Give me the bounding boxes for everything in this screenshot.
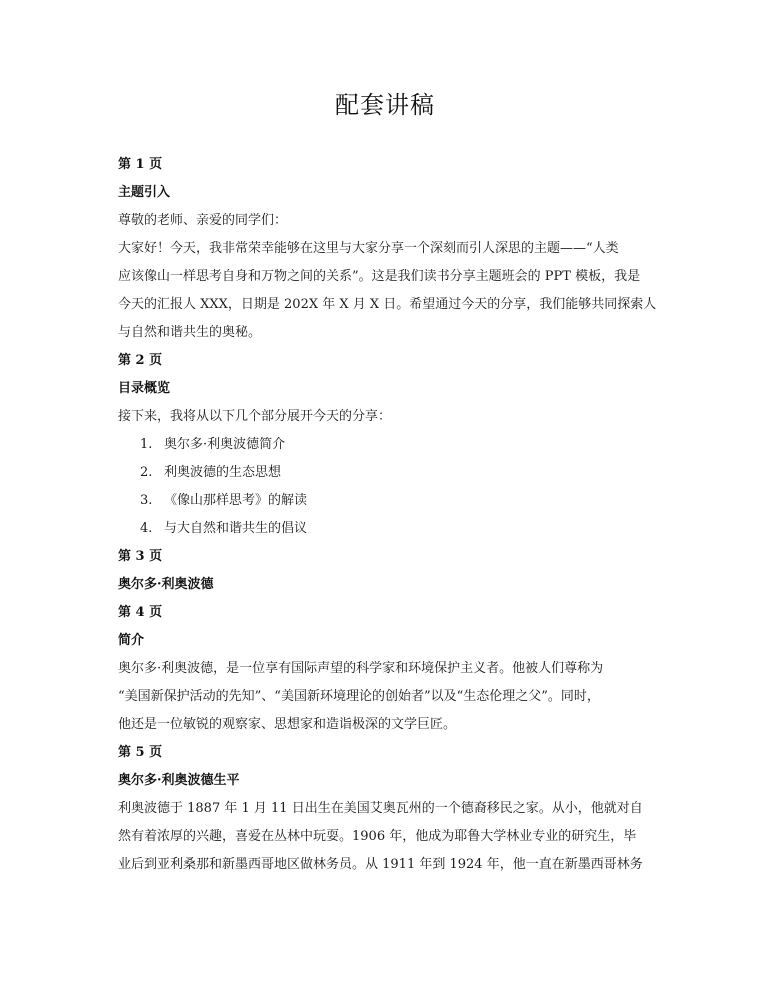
toc-list-item: [118, 487, 658, 515]
page-1-greeting: 尊敬的老师、亲爱的同学们：: [118, 213, 288, 228]
page-5-line: 然有着浓厚的兴趣，喜爱在丛林中玩耍。1906 年，他成为耶鲁大学林业专业的研究生，毕: [118, 829, 637, 844]
page-1-line: 与自然和谐共生的奥秘。: [118, 325, 262, 340]
page-5-label: 第 5 页: [118, 745, 163, 760]
toc-item-text: 与大自然和谐共生的倡议: [164, 521, 308, 536]
toc-item-number: 4.: [140, 521, 153, 536]
page-4-line: 奥尔多·利奥波德，是一位享有国际声望的科学家和环境保护主义者。他被人们尊称为: [118, 661, 604, 676]
page-4-line: 他还是一位敏锐的观察家、思想家和造诣极深的文学巨匠。: [118, 717, 457, 732]
page-3-label: 第 3 页: [118, 549, 163, 564]
toc-item-text: 奥尔多·利奥波德简介: [164, 437, 286, 452]
page-1-line: 今天的汇报人 XXX，日期是 202X 年 X 月 X 日。希望通过今天的分享，我们能够共同探索人: [118, 297, 657, 312]
page-4-heading: 简介: [118, 633, 145, 648]
toc-list-item: [118, 515, 658, 543]
toc-item-text: 《像山那样思考》的解读: [164, 493, 308, 508]
toc-item-number: 2.: [140, 465, 153, 480]
page-4-label: 第 4 页: [118, 605, 163, 620]
page-2-label: 第 2 页: [118, 353, 163, 368]
page-3-heading: 奥尔多·利奥波德: [118, 577, 214, 592]
toc-item-number: 1.: [140, 437, 153, 452]
toc-list-item: [118, 431, 658, 459]
document-body: [118, 151, 658, 879]
page-1-label: 第 1 页: [118, 157, 163, 172]
page-1-line: 大家好！今天，我非常荣幸能够在这里与大家分享一个深刻而引人深思的主题——“人类: [118, 241, 619, 256]
toc-list-item: [118, 459, 658, 487]
page-5-line: 业后到亚利桑那和新墨西哥地区做林务员。从 1911 年到 1924 年，他一直在新墨西哥林务: [118, 857, 643, 872]
page-1-line: 应该像山一样思考自身和万物之间的关系”。这是我们读书分享主题班会的 PPT 模板，我是: [118, 269, 641, 284]
page-1-heading: 主题引入: [118, 185, 171, 200]
page-2-heading: 目录概览: [118, 381, 171, 396]
page-5-line: 利奥波德于 1887 年 1 月 11 日出生在美国艾奥瓦州的一个德裔移民之家。从小，他就对自: [118, 801, 643, 816]
page-2-intro: 接下来，我将从以下几个部分展开今天的分享：: [118, 409, 392, 424]
page-5-heading: 奥尔多·利奥波德生平: [118, 773, 240, 788]
document-title: 配套讲稿: [335, 91, 435, 119]
toc-item-number: 3.: [140, 493, 153, 508]
page-4-line: “美国新保护活动的先知”、“美国新环境理论的创始者”以及“生态伦理之父”。同时，: [118, 689, 600, 704]
toc-item-text: 利奥波德的生态思想: [164, 465, 282, 480]
